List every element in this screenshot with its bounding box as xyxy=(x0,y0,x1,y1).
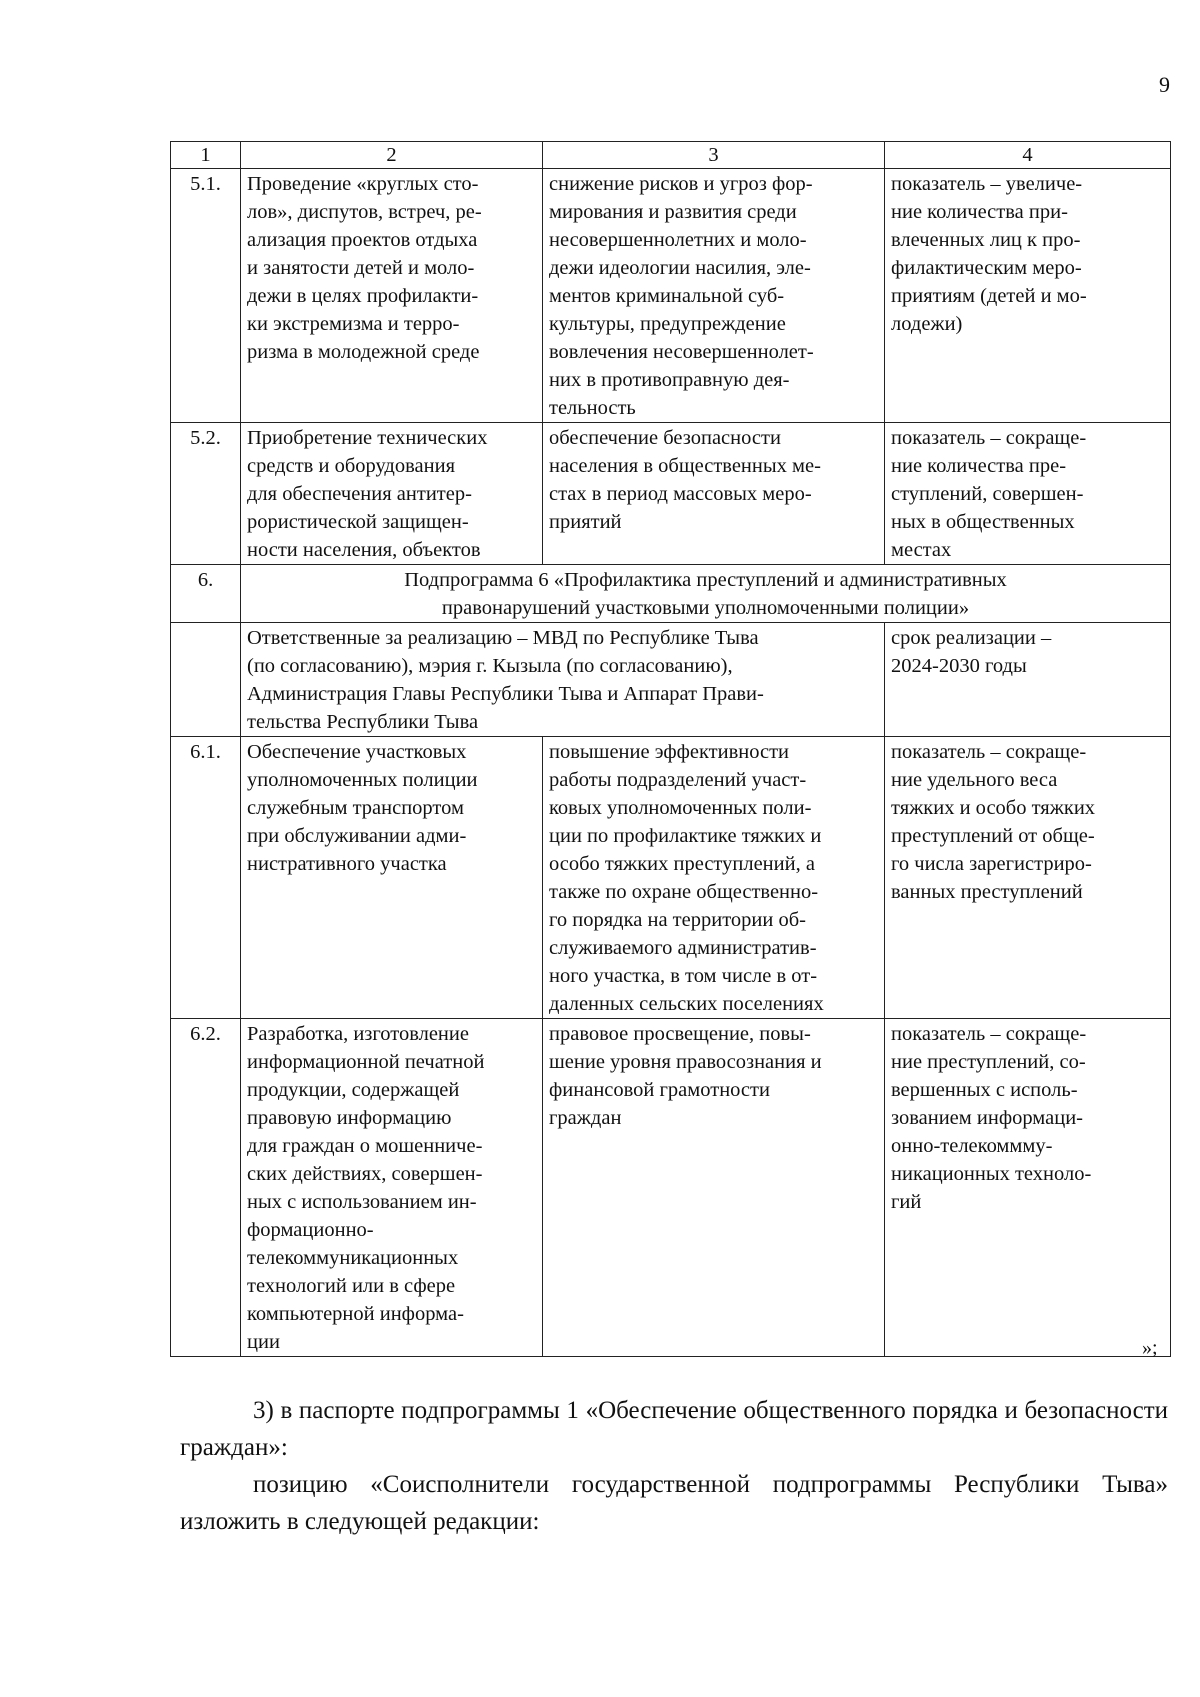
row-number: 5.1. xyxy=(171,169,241,423)
measures-table xyxy=(170,141,1171,1357)
expected-result: снижение рисков и угроз фор- мирования и развития среди несовершеннолетних и моло- дежи идеологии насилия, эле- ментов криминальной суб- культуры, предупреждение вовлечения несовершеннолет- них в противоправную дея- тельность xyxy=(543,169,885,423)
measure-name: Обеспечение участковых уполномоченных полиции служебным транспортом при обслуживании адми- нистративного участка xyxy=(241,737,543,1019)
table-header-row xyxy=(171,142,1171,169)
table-row xyxy=(171,169,1171,423)
indicator: показатель – увеличе- ние количества при- влеченных лиц к про- филактическим меро- приятиям (детей и мо- лодежи) xyxy=(885,169,1171,423)
expected-result: правовое просвещение, повы- шение уровня правосознания и финансовой грамотности граждан xyxy=(543,1019,885,1357)
indicator: показатель – сокраще- ние количества пре- ступлений, совершен- ных в общественных местах xyxy=(885,423,1171,565)
header-col-1: 1 xyxy=(171,142,241,169)
expected-result: обеспечение безопасности населения в общественных ме- стах в период массовых меро- приятий xyxy=(543,423,885,565)
indicator: показатель – сокраще- ние удельного веса тяжких и особо тяжких преступлений от обще- го числа зарегистриро- ванных преступлений xyxy=(885,737,1171,1019)
measure-name: Разработка, изготовление информационной печатной продукции, содержащей правовую информацию для граждан о мошенниче- ских действиях, совершен- ных с использованием ин- формационно- телекоммуникационных технологий или в сфере компьютерной информа- ции xyxy=(241,1019,543,1357)
responsible-parties: Ответственные за реализацию – МВД по Республике Тыва (по согласованию), мэрия г. Кызыла (по согласованию), Администрация Главы Республики Тыва и Аппарат Прави- тельства Республики Тыва xyxy=(241,623,885,737)
empty-cell xyxy=(171,623,241,737)
header-col-3: 3 xyxy=(543,142,885,169)
measure-name: Проведение «круглых сто- лов», диспутов, встреч, ре- ализация проектов отдыха и занятости детей и моло- дежи в целях профилакти- ки экстремизма и терро- ризма в молодежной среде xyxy=(241,169,543,423)
table-row xyxy=(171,737,1171,1019)
page-number: 9 xyxy=(1159,72,1170,97)
measure-name: Приобретение технических средств и оборудования для обеспечения антитер- рористической защищен- ности населения, объектов xyxy=(241,423,543,565)
header-col-2: 2 xyxy=(241,142,543,169)
row-number: 6.1. xyxy=(171,737,241,1019)
paragraph-passport: 3) в паспорте подпрограммы 1 «Обеспечение общественного порядка и безопасности граждан»: xyxy=(180,1397,1168,1461)
subprogram-row xyxy=(171,565,1171,623)
row-number: 6. xyxy=(171,565,241,623)
responsible-row xyxy=(171,623,1171,737)
row-number: 6.2. xyxy=(171,1019,241,1357)
table-row xyxy=(171,423,1171,565)
row-number: 5.2. xyxy=(171,423,241,565)
implementation-term: срок реализации – 2024-2030 годы xyxy=(885,623,1171,737)
body-text xyxy=(180,1392,1168,1540)
paragraph-position: позицию «Соисполнители государственной подпрограммы Республики Тыва» изложить в следующей редакции: xyxy=(180,1471,1168,1535)
subprogram-title: Подпрограмма 6 «Профилактика преступлений и административных правонарушений участковыми уполномоченными полиции» xyxy=(241,565,1171,623)
table-row xyxy=(171,1019,1171,1357)
expected-result: повышение эффективности работы подразделений участ- ковых уполномоченных поли- ции по профилактике тяжких и особо тяжких преступлений, а также по охране общественно- го порядка на территории об- служиваемого административ- ного участка, в том числе в от- даленных сельских поселениях xyxy=(543,737,885,1019)
header-col-4: 4 xyxy=(885,142,1171,169)
indicator: показатель – сокраще- ние преступлений, со- вершенных с исполь- зованием информаци- онно-телекоммму- никационных техноло- гий xyxy=(885,1019,1171,1357)
closing-quote: »; xyxy=(1142,1337,1158,1359)
